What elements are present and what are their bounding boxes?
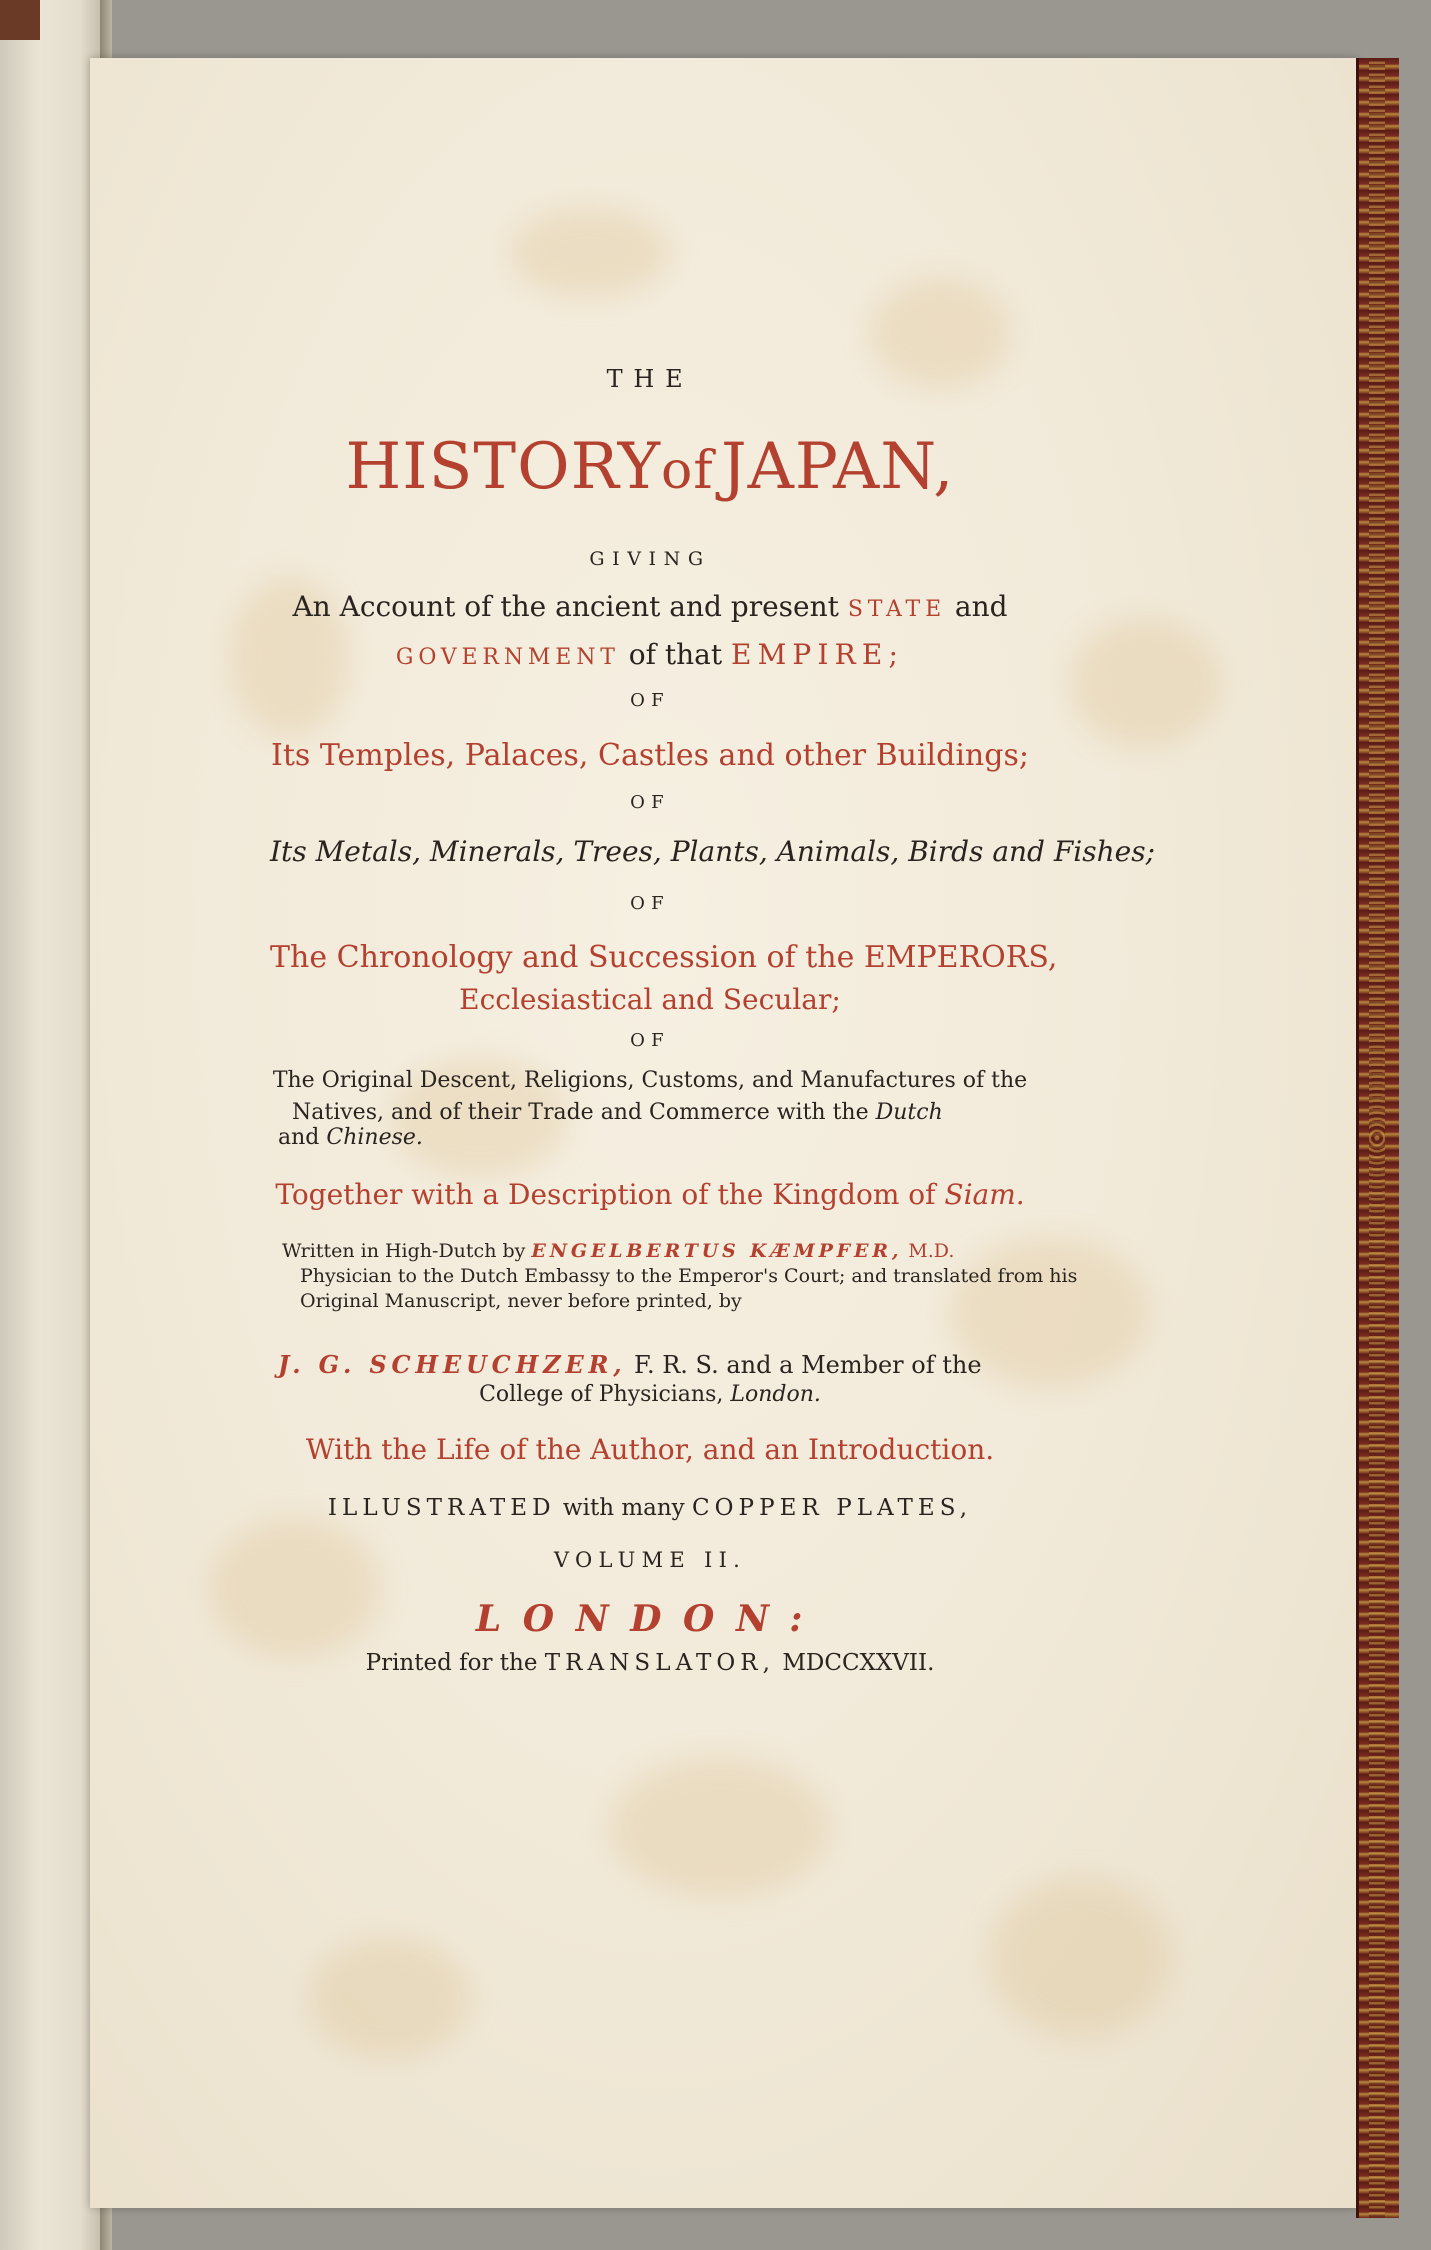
college-line — [270, 1382, 1030, 1407]
illustrated-caps: ILLUSTRATED — [327, 1495, 556, 1521]
giving-line: GIVING — [589, 548, 711, 570]
written-line-3: Original Manuscript, never before printed, by — [300, 1290, 742, 1312]
of-divider-2: OF — [630, 792, 670, 813]
author-name: ENGELBERTUS KÆMPFER, — [531, 1240, 903, 1262]
illustrated-plates: COPPER PLATES, — [691, 1495, 973, 1521]
account-empire: EMPIRE; — [730, 638, 905, 671]
translator-name: J. G. SCHEUCHZER, — [278, 1350, 627, 1379]
together-line — [270, 1178, 1030, 1211]
of-divider-3: OF — [630, 893, 670, 914]
printed-translator: TRANSLATOR, — [544, 1650, 776, 1676]
written-line-2: Physician to the Dutch Embassy to the Emperor's Court; and translated from his — [300, 1265, 1078, 1287]
translator-line — [278, 1350, 982, 1379]
of-divider-4: OF — [630, 1030, 670, 1051]
life-line: With the Life of the Author, and an Introduction. — [305, 1433, 995, 1466]
written-pre: Written in High-Dutch by — [282, 1240, 526, 1262]
author-md: M.D. — [908, 1240, 955, 1262]
book-title — [270, 430, 1030, 504]
original-line-2-text: Natives, and of their Trade and Commerce with the — [292, 1100, 869, 1125]
original-line-1: The Original Descent, Religions, Customs, and Manufactures of the — [272, 1068, 1028, 1093]
chronology-line-2: Ecclesiastical and Secular; — [459, 983, 841, 1016]
account-state: STATE — [847, 597, 946, 622]
heading-the: THE — [606, 365, 694, 393]
account-of-that: of that — [628, 638, 723, 671]
original-line-3 — [278, 1125, 423, 1150]
written-line-1 — [282, 1240, 954, 1262]
original-dutch: Dutch — [875, 1100, 943, 1125]
temples-line: Its Temples, Palaces, Castles and other Buildings; — [271, 738, 1029, 773]
translator-rest: F. R. S. and a Member of the — [634, 1351, 982, 1379]
account-pre: An Account of the ancient and present — [292, 590, 839, 623]
illustrated-mid: with many — [562, 1495, 685, 1521]
original-and: and — [278, 1125, 320, 1150]
account-line-1 — [270, 590, 1030, 623]
title-of: of — [661, 441, 714, 501]
account-government: GOVERNMENT — [395, 645, 620, 670]
together-text: Together with a Description of the Kingdom of — [275, 1178, 936, 1211]
original-chinese: Chinese. — [326, 1125, 423, 1150]
original-line-2 — [292, 1100, 943, 1125]
title-history: HISTORY — [345, 430, 662, 504]
printed-pre: Printed for the — [365, 1650, 538, 1676]
chronology-line-1: The Chronology and Succession of the EMPERORS, — [270, 940, 1058, 975]
account-line-2 — [270, 638, 1030, 671]
illustrated-line — [270, 1495, 1030, 1521]
of-divider-1: OF — [630, 690, 670, 711]
college-london: London. — [730, 1382, 821, 1407]
metals-line: Its Metals, Minerals, Trees, Plants, Animals, Birds and Fishes; — [270, 835, 1156, 868]
imprint-london: LONDON: — [475, 1598, 825, 1640]
college-pre: College of Physicians, — [479, 1382, 724, 1407]
title-japan: JAPAN, — [720, 430, 955, 504]
together-siam: Siam. — [944, 1178, 1025, 1211]
account-and: and — [954, 590, 1008, 623]
printed-year: MDCCXXVII. — [782, 1650, 935, 1676]
imprint-line — [270, 1650, 1030, 1676]
volume-line: VOLUME II. — [553, 1548, 747, 1572]
